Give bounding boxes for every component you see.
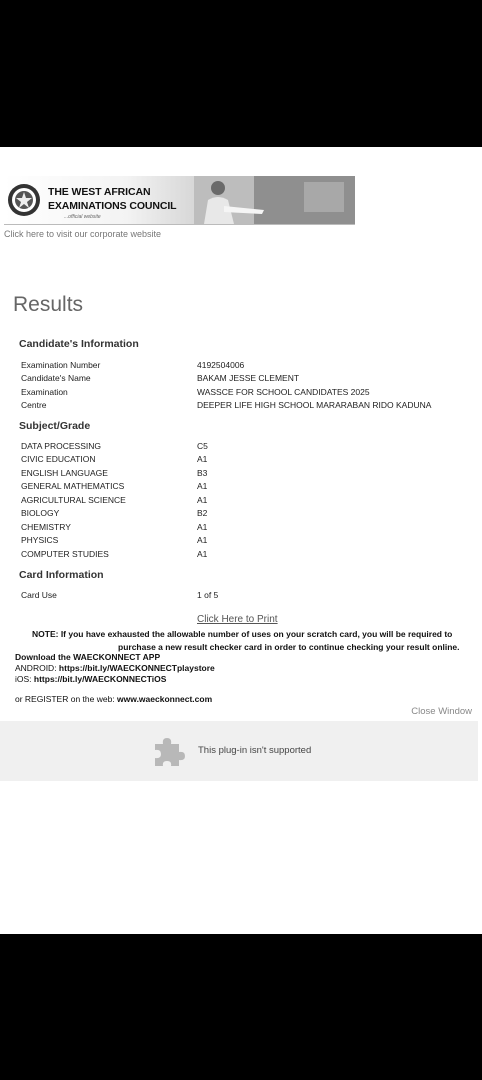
subject-row bbox=[0, 535, 482, 547]
field-label: Examination bbox=[21, 387, 68, 397]
register-line bbox=[15, 694, 212, 704]
waec-banner[interactable] bbox=[4, 176, 355, 225]
subject-row bbox=[0, 522, 482, 534]
field-value: 4192504006 bbox=[197, 360, 245, 370]
banner-tagline: ...official website bbox=[64, 214, 101, 220]
field-value: WASSCE FOR SCHOOL CANDIDATES 2025 bbox=[197, 387, 370, 397]
subject-grade: B3 bbox=[197, 468, 208, 478]
subject-grade-heading: Subject/Grade bbox=[19, 420, 91, 432]
puzzle-piece-icon bbox=[151, 734, 185, 768]
card-info-heading: Card Information bbox=[19, 569, 104, 581]
ios-label: iOS: bbox=[15, 674, 34, 684]
note-label: NOTE: bbox=[32, 629, 59, 639]
subject-name: CIVIC EDUCATION bbox=[21, 454, 96, 464]
candidate-row bbox=[0, 400, 482, 412]
plugin-unsupported-message: This plug-in isn't supported bbox=[198, 745, 312, 756]
print-link[interactable]: Click Here to Print bbox=[197, 614, 278, 625]
subject-row bbox=[0, 495, 482, 507]
subject-grade: A1 bbox=[197, 535, 208, 545]
subject-name: AGRICULTURAL SCIENCE bbox=[21, 495, 126, 505]
candidate-row bbox=[0, 360, 482, 372]
subject-grade: C5 bbox=[197, 441, 208, 451]
field-value: DEEPER LIFE HIGH SCHOOL MARARABAN RIDO KADUNA bbox=[197, 400, 432, 410]
candidate-info-heading: Candidate's Information bbox=[19, 338, 139, 350]
field-label: Examination Number bbox=[21, 360, 101, 370]
android-label: ANDROID: bbox=[15, 663, 59, 673]
subject-grade: A1 bbox=[197, 522, 208, 532]
field-label: Candidate's Name bbox=[21, 373, 91, 383]
field-value: BAKAM JESSE CLEMENT bbox=[197, 373, 300, 383]
close-window-link[interactable]: Close Window bbox=[411, 706, 472, 717]
subject-grade: A1 bbox=[197, 481, 208, 491]
app-download-title: Download the WAECKONNECT APP bbox=[15, 652, 161, 662]
plugin-placeholder bbox=[0, 721, 478, 781]
subject-row bbox=[0, 508, 482, 520]
android-line bbox=[15, 663, 215, 673]
org-name-line1: THE WEST AFRICAN bbox=[48, 186, 151, 198]
note-line2: purchase a new result checker card in order to continue checking your result online. bbox=[118, 642, 460, 652]
card-use-label: Card Use bbox=[21, 590, 57, 600]
subject-name: CHEMISTRY bbox=[21, 522, 71, 532]
subject-name: GENERAL MATHEMATICS bbox=[21, 481, 125, 491]
field-label: Centre bbox=[21, 400, 47, 410]
candidate-row bbox=[0, 387, 482, 399]
scratch-card-note bbox=[0, 628, 482, 654]
card-use-value: 1 of 5 bbox=[197, 590, 219, 600]
android-link[interactable]: https://bit.ly/WAECKONNECTplaystore bbox=[58, 663, 215, 673]
subject-name: DATA PROCESSING bbox=[21, 441, 101, 451]
subject-name: ENGLISH LANGUAGE bbox=[21, 468, 108, 478]
note-line1: If you have exhausted the allowable number of uses on your scratch card, you will be required to bbox=[58, 629, 453, 639]
subject-grade: A1 bbox=[197, 454, 208, 464]
card-use-row bbox=[0, 590, 482, 602]
subject-name: COMPUTER STUDIES bbox=[21, 549, 109, 559]
subject-row bbox=[0, 454, 482, 466]
banner-photo bbox=[194, 176, 355, 224]
subject-grade: B2 bbox=[197, 508, 208, 518]
ios-link[interactable]: https://bit.ly/WAECKONNECTiOS bbox=[33, 674, 167, 684]
corporate-website-link[interactable]: Click here to visit our corporate website bbox=[4, 229, 162, 239]
page-title: Results bbox=[13, 293, 84, 316]
subject-grade: A1 bbox=[197, 549, 208, 559]
subject-name: BIOLOGY bbox=[21, 508, 60, 518]
candidate-row bbox=[0, 373, 482, 385]
subject-row bbox=[0, 549, 482, 561]
result-page bbox=[0, 147, 482, 934]
subject-row bbox=[0, 441, 482, 453]
register-link[interactable]: www.waeckonnect.com bbox=[117, 694, 213, 704]
subject-name: PHYSICS bbox=[21, 535, 59, 545]
org-name-line2: EXAMINATIONS COUNCIL bbox=[48, 200, 177, 212]
subject-row bbox=[0, 481, 482, 493]
subject-row bbox=[0, 468, 482, 480]
register-label: or REGISTER on the web: bbox=[15, 694, 118, 704]
subject-grade: A1 bbox=[197, 495, 208, 505]
ios-line bbox=[15, 674, 166, 684]
waec-seal-icon bbox=[6, 182, 42, 218]
